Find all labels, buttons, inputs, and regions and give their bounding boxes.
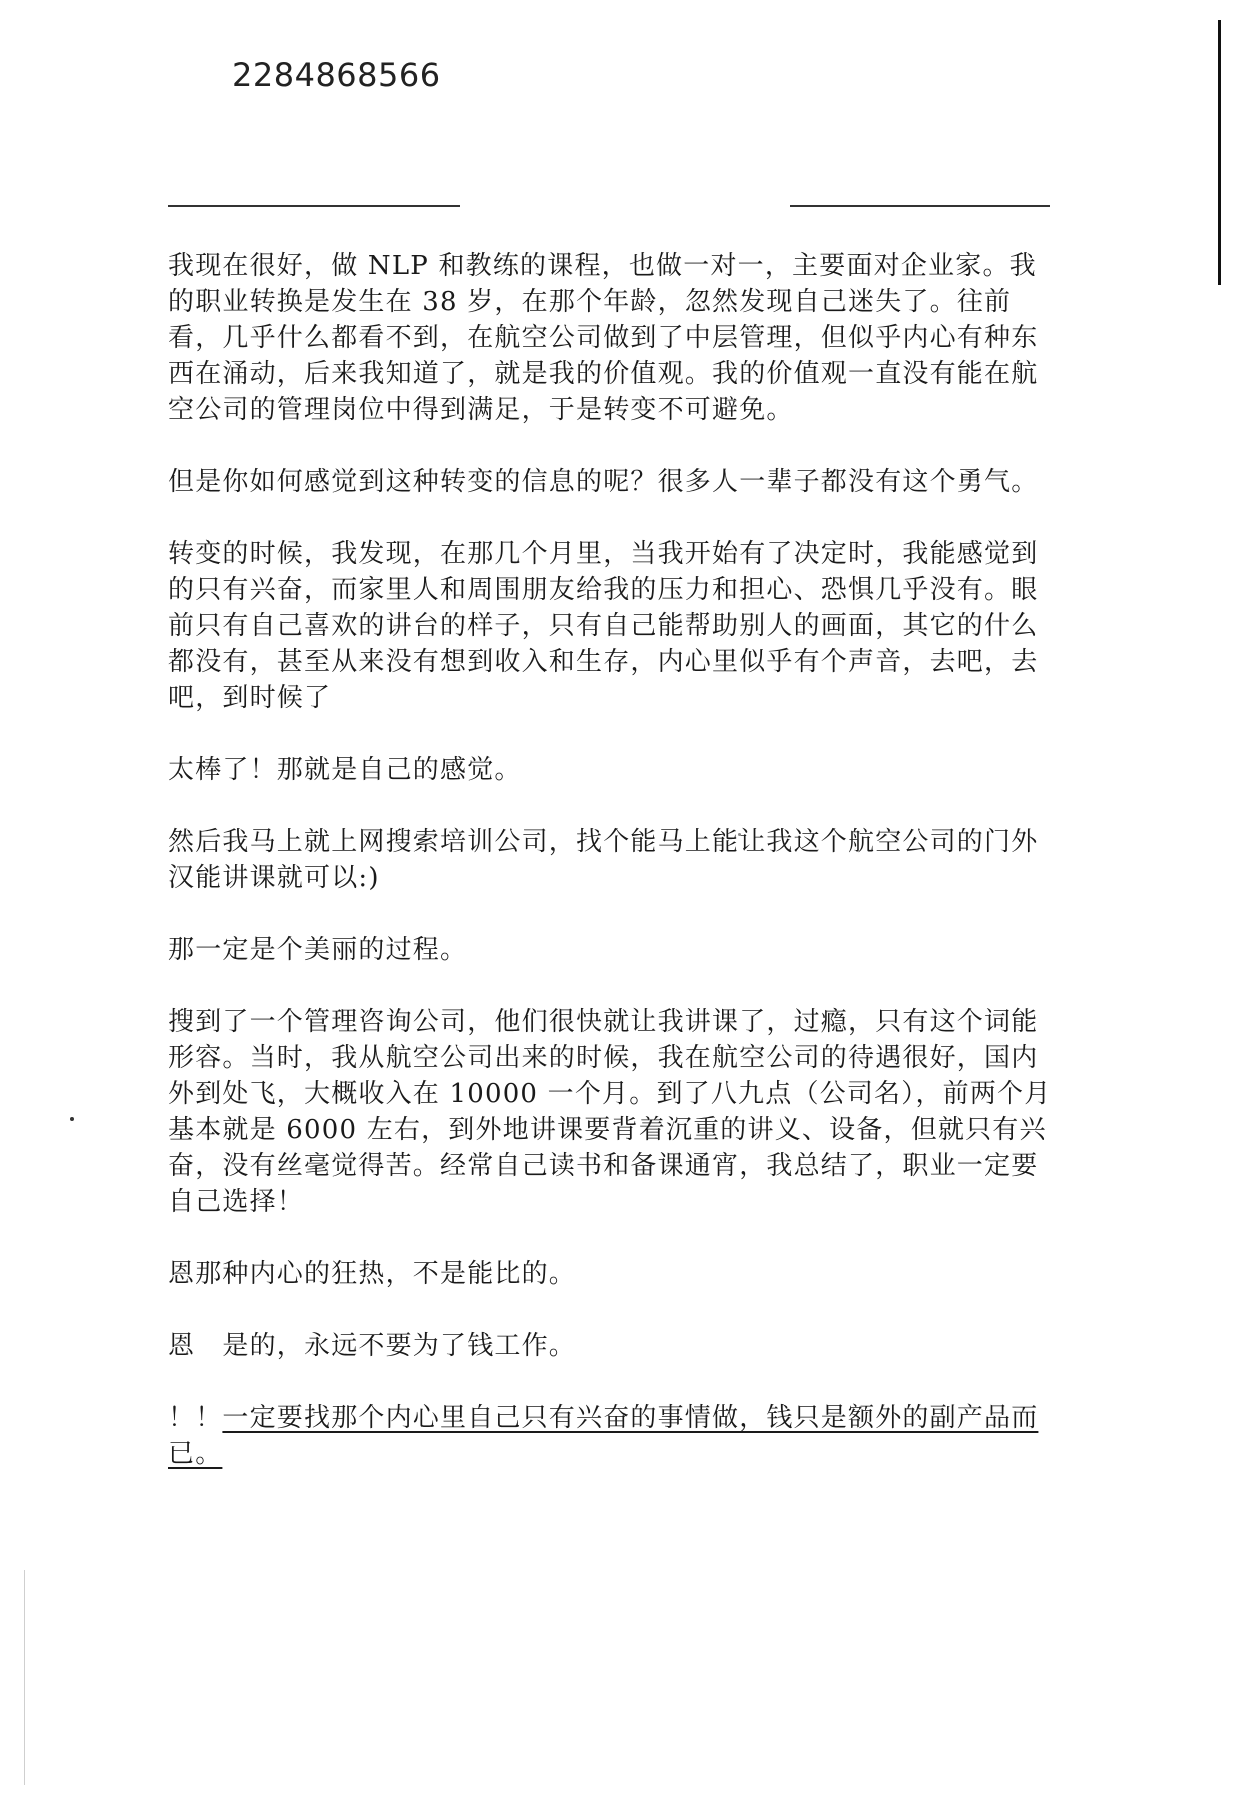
paragraph: 转变的时候，我发现，在那几个月里，当我开始有了决定时，我能感觉到的只有兴奋，而家里人和周围朋友给我的压力和担心、恐惧几乎没有。眼前只有自己喜欢的讲台的样子，只有自己能帮助别人的画面，其它的什么都没有，甚至从来没有想到收入和生存，内心里似乎有个声音，去吧，去吧，到时候了 xyxy=(168,539,1039,713)
paragraph: 恩 是的，永远不要为了钱工作。 xyxy=(168,1331,577,1361)
paragraph: 但是你如何感觉到这种转变的信息的呢？很多人一辈子都没有这个勇气。 xyxy=(168,467,1039,497)
final-paragraph xyxy=(168,1400,1058,1472)
paragraph: 太棒了！那就是自己的感觉。 xyxy=(168,755,522,785)
final-underlined-text: 一定要找那个内心里自己只有兴奋的事情做，钱只是额外的副产品而已。 xyxy=(168,1403,1039,1469)
paragraph: 那一定是个美丽的过程。 xyxy=(168,935,468,965)
paragraph: 搜到了一个管理咨询公司，他们很快就让我讲课了，过瘾，只有这个词能形容。当时，我从航空公司出来的时候，我在航空公司的待遇很好，国内外到处飞，大概收入在 10000 一个月。到了八九点（公司名），前两个月基本就是 6000 左右，到外地讲课要背着沉重的讲义、设备，但就只有兴奋，没有丝毫觉得苦。经常自己读书和备课通宵，我总结了，职业一定要自己选择！ xyxy=(168,1007,1052,1217)
paragraph: 恩那种内心的狂热，不是能比的。 xyxy=(168,1259,577,1289)
scan-edge-faint xyxy=(24,1570,25,1785)
header-rule-left xyxy=(168,205,460,207)
document-body xyxy=(168,248,1058,1508)
scan-edge-line xyxy=(1218,20,1221,285)
paragraph: 然后我马上就上网搜索培训公司，找个能马上能让我这个航空公司的门外汉能讲课就可以:) xyxy=(168,827,1039,893)
header-rule-right xyxy=(790,205,1050,207)
final-exclamation: ！！ xyxy=(168,1403,223,1433)
scan-speck xyxy=(70,1117,74,1121)
document-id-number: 2284868566 xyxy=(232,56,441,94)
paragraph: 我现在很好，做 NLP 和教练的课程，也做一对一，主要面对企业家。我的职业转换是发生在 38 岁，在那个年龄，忽然发现自己迷失了。往前看，几乎什么都看不到，在航空公司做到了中层管理，但似乎内心有种东西在涌动，后来我知道了，就是我的价值观。我的价值观一直没有能在航空公司的管理岗位中得到满足，于是转变不可避免。 xyxy=(168,251,1039,425)
